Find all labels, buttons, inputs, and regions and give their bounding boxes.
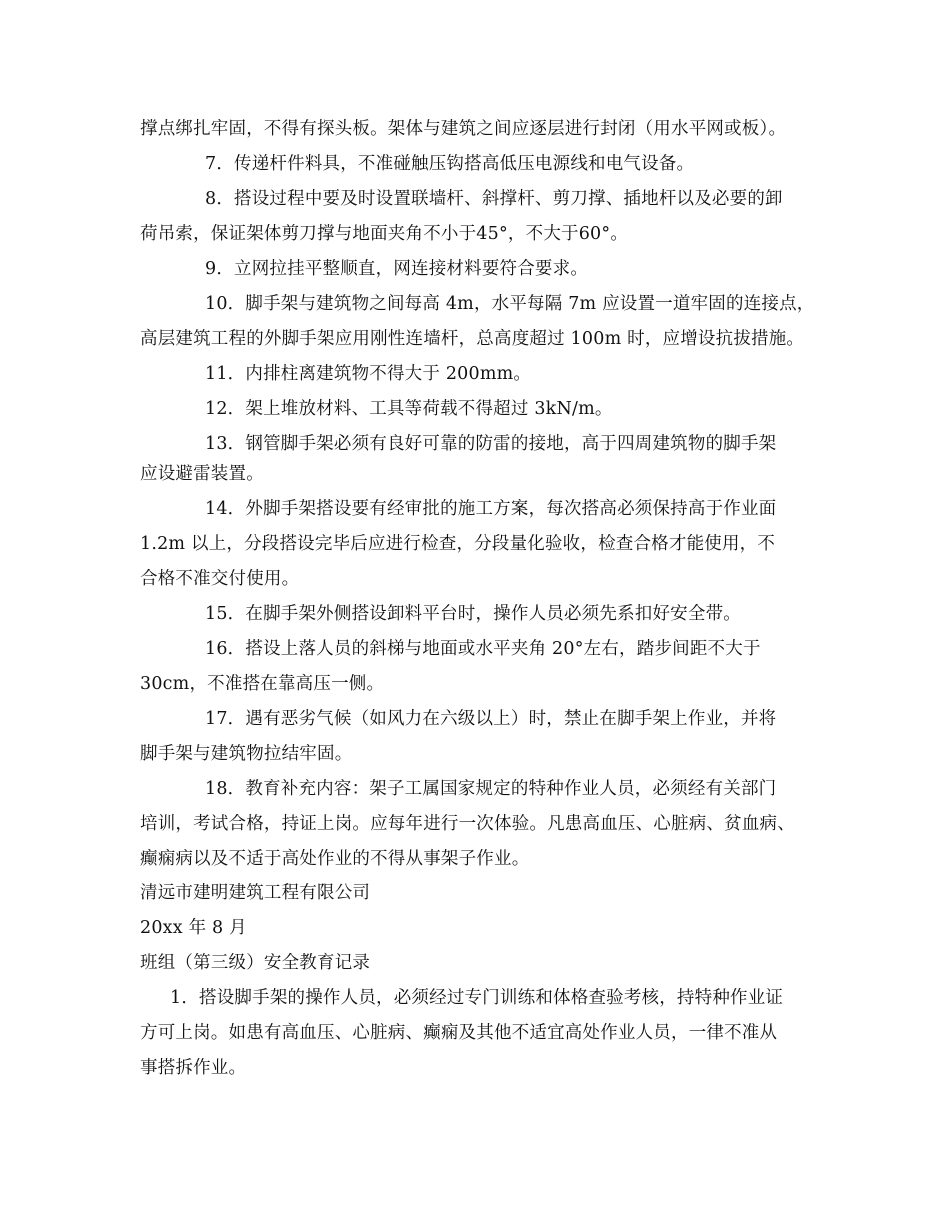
item-18-cont-1: 培训，考试合格，持证上岗。应每年进行一次体验。凡患高血压、心脏病、贫血病、 xyxy=(140,814,795,834)
item-16-cont: 30cm，不准搭在靠高压一侧。 xyxy=(140,674,385,694)
item-13: 13．钢管脚手架必须有良好可靠的防雷的接地，高于四周建筑物的脚手架 xyxy=(205,434,777,454)
item-18: 18．教育补充内容：架子工属国家规定的特种作业人员，必须经有关部门 xyxy=(205,779,777,799)
item-11: 11．内排柱离建筑物不得大于 200mm。 xyxy=(205,364,532,384)
section-item-1-cont-1: 方可上岗。如患有高血压、心脏病、癫痫及其他不适宜高处作业人员，一律不准从 xyxy=(140,1023,778,1043)
item-7: 7．传递杆件料具，不准碰触压钩搭高低压电源线和电气设备。 xyxy=(205,154,695,174)
company-name: 清远市建明建筑工程有限公司 xyxy=(140,883,371,903)
item-14-cont-2: 合格不准交付使用。 xyxy=(140,569,300,589)
item-9: 9．立网拉挂平整顺直，网连接材料要符合要求。 xyxy=(205,259,589,279)
item-14: 14．外脚手架搭设要有经审批的施工方案，每次搭高必须保持高于作业面 xyxy=(205,499,777,519)
item-12: 12．架上堆放材料、工具等荷载不得超过 3kN/m。 xyxy=(205,399,613,419)
document-date: 20xx 年 8 月 xyxy=(140,918,247,938)
item-17-cont: 脚手架与建筑物拉结牢固。 xyxy=(140,744,353,764)
section-heading: 班组（第三级）安全教育记录 xyxy=(140,953,371,973)
item-13-cont: 应设避雷装置。 xyxy=(140,464,264,484)
item-15: 15．在脚手架外侧搭设卸料平台时，操作人员必须先系扣好安全带。 xyxy=(205,604,741,624)
item-8: 8．搭设过程中要及时设置联墙杆、斜撑杆、剪刀撑、插地杆以及必要的卸 xyxy=(205,189,783,209)
item-10-cont: 高层建筑工程的外脚手架应用刚性连墙杆，总高度超过 100m 时，应增设抗拔措施。 xyxy=(140,329,805,349)
item-18-cont-2: 癫痫病以及不适于高处作业的不得从事架子作业。 xyxy=(140,849,530,869)
item-14-cont-1: 1.2m 以上，分段搭设完毕后应进行检查，分段量化验收，检查合格才能使用，不 xyxy=(140,534,776,554)
item-8-cont: 荷吊索，保证架体剪刀撑与地面夹角不小于45°，不大于60°。 xyxy=(140,224,629,244)
item-10: 10．脚手架与建筑物之间每高 4m，水平每隔 7m 应设置一道牢固的连接点， xyxy=(205,294,815,314)
text-line-1: 撑点绑扎牢固，不得有探头板。架体与建筑之间应逐层进行封闭（用水平网或板）。 xyxy=(140,119,787,139)
section-item-1-cont-2: 事搭拆作业。 xyxy=(140,1058,247,1078)
item-16: 16．搭设上落人员的斜梯与地面或水平夹角 20°左右，踏步间距不大于 xyxy=(205,639,761,659)
item-17: 17．遇有恶劣气候（如风力在六级以上）时，禁止在脚手架上作业，并将 xyxy=(205,709,777,729)
section-item-1: 1．搭设脚手架的操作人员，必须经过专门训练和体格查验考核，持特种作业证 xyxy=(170,988,784,1008)
